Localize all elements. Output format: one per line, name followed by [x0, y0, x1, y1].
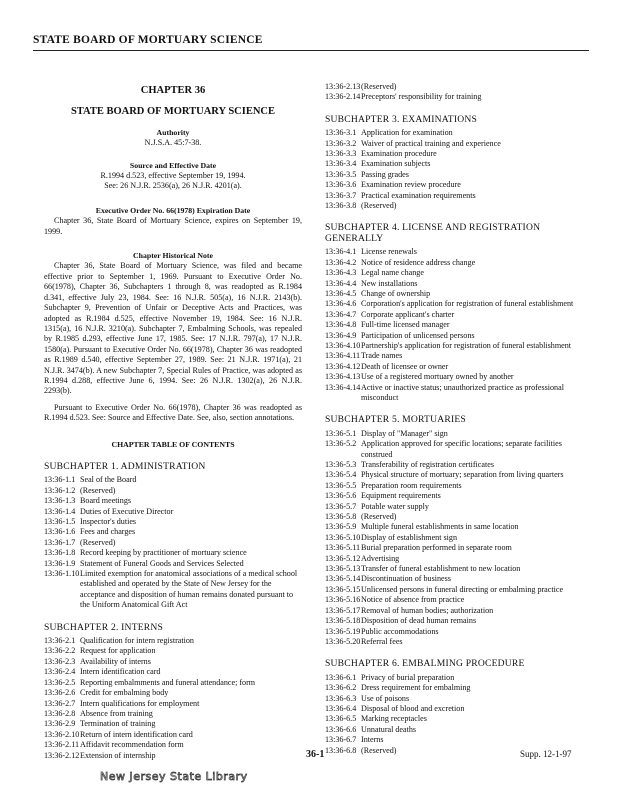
section-title: Duties of Executive Director [80, 506, 174, 516]
section-title: Extension of internship [80, 750, 156, 760]
section-title: Transferability of registration certificates [361, 460, 494, 469]
section-title: Marking receptacles [361, 714, 427, 724]
toc-item [325, 554, 583, 564]
toc-item [325, 159, 583, 169]
section-title: License renewals [361, 247, 417, 257]
section-title: Legal name change [361, 268, 424, 278]
section-title: Privacy of burial preparation [361, 672, 455, 682]
section-number: 13:36-4.11 [325, 351, 360, 361]
toc-item [325, 331, 583, 341]
toc-item [325, 139, 583, 149]
section-number: 13:36-4.13 [325, 372, 361, 382]
toc-item [325, 637, 583, 647]
toc-item [44, 517, 302, 527]
section-number: 13:36-4.3 [325, 268, 357, 278]
section-number: 13:36-2.7 [44, 698, 76, 708]
section-number: 13:36-5.1 [325, 428, 357, 438]
toc-item [325, 481, 583, 491]
section-title: Reporting embalmments and funeral attendance; form [80, 677, 256, 687]
toc-item [325, 574, 583, 584]
section-number: 13:36-2.1 [44, 636, 76, 646]
subchapter-title: SUBCHAPTER 5. MORTUARIES [325, 414, 466, 426]
toc-item [44, 475, 302, 485]
section-number: 13:36-1.2 [44, 485, 76, 495]
section-number: 13:36-1.10 [44, 569, 80, 579]
toc-heading: CHAPTER TABLE OF CONTENTS [111, 439, 235, 449]
section-number: 13:36-4.2 [325, 257, 357, 267]
section-title: Practical examination requirements [361, 190, 476, 200]
toc-item [44, 636, 302, 646]
section-title: Corporate applicant's charter [361, 309, 455, 319]
toc-item [44, 740, 302, 750]
section-title: Statement of Funeral Goods and Services Selected [80, 558, 244, 568]
subchapter-title: SUBCHAPTER 6. EMBALMING PROCEDURE [325, 658, 525, 670]
toc-item [44, 496, 302, 506]
toc-item [44, 507, 302, 517]
source-heading: Source and Effective Date [129, 160, 217, 170]
section-number: 13:36-3.7 [325, 190, 357, 200]
section-number: 13:36-2.10 [44, 729, 80, 739]
section-title: Disposal of blood and excretion [361, 703, 465, 713]
section-title: Transfer of funeral establishment to new location [361, 564, 521, 574]
section-title: Board meetings [80, 496, 132, 506]
subchapter-items [325, 247, 583, 403]
subchapter-1 [44, 462, 302, 611]
section-title: (Reserved) [361, 201, 397, 211]
section-title: Partnership's application for registration of funeral establishment [361, 340, 572, 350]
section-title: Use of a registered mortuary owned by another [361, 372, 514, 382]
section-title: Notice of residence address change [361, 257, 476, 267]
toc-item [325, 502, 583, 512]
header-rule [33, 50, 589, 51]
section-title: Preparation room requirements [361, 480, 462, 490]
subchapter-title: SUBCHAPTER 3. EXAMINATIONS [325, 113, 478, 125]
toc-item [325, 92, 583, 102]
toc-item [325, 460, 583, 470]
section-title: Dress requirement for embalming [361, 683, 471, 693]
section-number: 13:36-2.11 [44, 740, 79, 750]
subchapter-title: SUBCHAPTER 1. ADMINISTRATION [44, 460, 206, 472]
toc-item [325, 362, 583, 372]
running-head: STATE BOARD OF MORTUARY SCIENCE [33, 34, 263, 46]
subchapter-5 [325, 415, 583, 647]
section-title: Display of "Manager" sign [361, 428, 448, 438]
section-title: Passing grades [361, 169, 409, 179]
subchapter-6 [325, 659, 583, 756]
section-title: Preceptors' responsibility for training [361, 92, 482, 102]
board-title: STATE BOARD OF MORTUARY SCIENCE [70, 106, 276, 118]
subchapter-title: SUBCHAPTER 4. LICENSE AND REGISTRATION GENERALLY [325, 222, 541, 244]
toc-item [325, 714, 583, 724]
section-title: (Reserved) [80, 537, 116, 547]
section-number: 13:36-4.7 [325, 309, 357, 319]
section-number: 13:36-5.7 [325, 501, 357, 511]
section-number: 13:36-1.1 [44, 475, 76, 485]
section-title: Limited exemption for anatomical associations of a medical school established and operated by the State of New Jersey for the acceptance and disposition of human remains donated pursuant to the Uniform Anatomical Gift Act [80, 569, 298, 610]
section-number: 13:36-5.3 [325, 460, 357, 469]
section-number: 13:36-5.5 [325, 480, 357, 490]
section-number: 13:36-2.14 [325, 92, 361, 102]
toc-item [325, 128, 583, 138]
toc-item [325, 512, 583, 522]
toc-item [44, 719, 302, 729]
section-number: 13:36-6.6 [325, 724, 357, 734]
toc-item [325, 606, 583, 616]
section-number: 13:36-3.2 [325, 138, 357, 148]
section-title: Death of licensee or owner [361, 361, 449, 371]
section-number: 13:36-5.18 [325, 616, 361, 626]
section-title: Affidavit recommendation form [80, 740, 184, 750]
section-title: (Reserved) [361, 745, 397, 755]
toc-item [325, 320, 583, 330]
subchapter-items [44, 475, 302, 610]
page-number: 36-1 [306, 749, 325, 760]
section-title: Record keeping by practitioner of mortuary science [80, 548, 247, 558]
subchapter-items [325, 128, 583, 211]
section-number: 13:36-5.10 [325, 532, 361, 542]
section-number: 13:36-1.5 [44, 517, 76, 526]
section-number: 13:36-4.4 [325, 278, 357, 288]
section-number: 13:36-4.12 [325, 361, 361, 371]
subchapter-3 [325, 115, 583, 212]
toc-item [325, 201, 583, 211]
toc-item [325, 429, 583, 439]
toc-item [44, 678, 302, 688]
toc-item [325, 683, 583, 693]
section-title: Use of poisons [361, 693, 410, 703]
toc-item [44, 709, 302, 719]
section-title: (Reserved) [80, 485, 116, 495]
section-number: 13:36-5.20 [325, 636, 361, 646]
toc-item [325, 180, 583, 190]
section-title: Intern identification card [80, 667, 161, 677]
section-title: Multiple funeral establishments in same location [361, 522, 519, 532]
section-number: 13:36-6.7 [325, 735, 357, 745]
toc-item [325, 564, 583, 574]
toc-item [44, 667, 302, 677]
section-title: Examination review procedure [361, 180, 461, 190]
toc-item [44, 527, 302, 537]
toc-item [325, 310, 583, 320]
right-column [325, 82, 583, 756]
section-number: 13:36-6.2 [325, 683, 357, 693]
section-title: Display of establishment sign [361, 532, 457, 542]
section-title: Unnatural deaths [361, 724, 417, 734]
section-number: 13:36-5.12 [325, 553, 361, 563]
section-title: Absence from training [80, 708, 153, 718]
section-title: Termination of training [80, 719, 156, 729]
section-number: 13:36-5.4 [325, 470, 357, 480]
toc-item [44, 569, 302, 611]
section-number: 13:36-4.9 [325, 330, 357, 340]
section-number: 13:36-5.8 [325, 512, 357, 522]
section-number: 13:36-5.13 [325, 564, 361, 574]
section-number: 13:36-4.5 [325, 288, 357, 298]
toc-item [44, 657, 302, 667]
subchapter-items [325, 673, 583, 756]
section-number: 13:36-4.8 [325, 320, 357, 330]
executive-order-text: Chapter 36, State Board of Mortuary Science, expires on September 19, 1999. [44, 216, 302, 236]
executive-order-heading: Executive Order No. 66(1978) Expiration Date [95, 205, 251, 215]
section-number: 13:36-5.14 [325, 574, 361, 584]
section-number: 13:36-2.8 [44, 708, 76, 718]
section-title: Credit for embalming body [80, 688, 169, 698]
toc-item [325, 383, 583, 404]
toc-item [325, 341, 583, 351]
section-title: Waiver of practical training and experience [361, 138, 501, 148]
section-title: Application for examination [361, 128, 453, 138]
section-title: Interns [361, 735, 384, 745]
toc-item [325, 543, 583, 553]
toc-item [325, 247, 583, 257]
toc-item [44, 699, 302, 709]
section-number: 13:36-3.1 [325, 128, 357, 138]
historical-note-para-2: Pursuant to Executive Order No. 66(1978), Chapter 36 was readopted as R.1994 d.523. See: Source and Effective Date. See, also, section annotations. [44, 402, 302, 423]
section-title: Change of ownership [361, 288, 431, 298]
section-title: Request for application [80, 646, 156, 656]
toc-item [325, 268, 583, 278]
section-title: Corporation's application for registration of funeral establishment [361, 299, 574, 309]
section-title: Availability of interns [80, 656, 151, 666]
subchapter-items [325, 429, 583, 648]
library-stamp: New Jersey State Library [100, 770, 248, 783]
section-number: 13:36-1.3 [44, 496, 76, 506]
section-number: 13:36-2.13 [325, 82, 361, 91]
section-number: 13:36-6.4 [325, 703, 357, 713]
toc-item [44, 688, 302, 698]
toc-item [325, 372, 583, 382]
section-title: Referral fees [361, 636, 403, 646]
section-number: 13:36-2.4 [44, 667, 76, 677]
section-number: 13:36-5.15 [325, 584, 361, 594]
section-title: Qualification for intern registration [80, 636, 194, 646]
toc-item [44, 548, 302, 558]
toc-item [44, 538, 302, 548]
toc-item [325, 258, 583, 268]
section-number: 13:36-1.4 [44, 506, 76, 516]
section-number: 13:36-4.10 [325, 340, 361, 350]
section-number: 13:36-6.8 [325, 745, 357, 755]
subchapter-title: SUBCHAPTER 2. INTERNS [44, 621, 164, 633]
toc-item [325, 170, 583, 180]
toc-item [44, 646, 302, 656]
section-title: Return of intern identification card [80, 729, 193, 739]
section-number: 13:36-2.3 [44, 656, 76, 666]
section-number: 13:36-5.6 [325, 491, 357, 501]
section-number: 13:36-5.19 [325, 626, 361, 636]
section-title: Seal of the Board [80, 475, 137, 485]
section-number: 13:36-5.2 [325, 439, 357, 449]
subchapter-items [44, 636, 302, 761]
authority-text: N.J.S.A. 45:7-38. [144, 138, 202, 148]
section-title: Fees and charges [80, 527, 136, 537]
toc-item [325, 299, 583, 309]
section-number: 13:36-1.9 [44, 558, 76, 568]
toc-item [44, 486, 302, 496]
section-title: New installations [361, 278, 418, 288]
historical-note-para-1: Chapter 36, State Board of Mortuary Science, was filed and became effective prior to September 1, 1969. Pursuant to Executive Order No. 66(1978), Chapter 36, Subchapters 1 through 8, was readopted as R.1984 d.341, effective July 23, 1984. See: 16 N.J.R. 505(a), 16 N.J.R. 2143(b). Subchapter 9, Prevention of Unfair or Deceptive Acts and Practices, was adopted as R.1984 d.525, effective November 19, 1984. See: 16 N.J.R. 1315(a), 16 N.J.R. 3210(a). Subchapter 7, Embalming Schools, was repealed by R.1985 d.293, effective June 17, 1985. See: 17 N.J.R. 797(a), 17 N.J.R. 1580(a). Pursuant to Executive Order No. 66(1978), Chapter 36 was readopted as R.1989 d.540, effective September 27, 1989. See: 21 N.J.R. 1971(a), 21 N.J.R. 3474(b). A new Subchapter 7, Special Rules of Practice, was adopted as R.1994 d.288, effective June 6, 1994. See: 26 N.J.R. 1302(a), 26 N.J.R. 2293(b). [44, 261, 302, 396]
toc-item [325, 533, 583, 543]
toc-item [325, 704, 583, 714]
section-number: 13:36-2.5 [44, 677, 76, 687]
section-number: 13:36-5.9 [325, 522, 357, 532]
section-title: Full-time licensed manager [361, 320, 450, 330]
toc-item [325, 673, 583, 683]
toc-item [325, 470, 583, 480]
toc-item [44, 730, 302, 740]
toc-item [325, 627, 583, 637]
section-title: Disposition of dead human remains [361, 616, 477, 626]
section-title: (Reserved) [361, 82, 397, 91]
toc-item [44, 751, 302, 761]
section-number: 13:36-4.14 [325, 382, 361, 392]
toc-item [325, 439, 583, 460]
section-number: 13:36-2.6 [44, 688, 76, 698]
section-title: Advertising [361, 553, 400, 563]
section-number: 13:36-5.17 [325, 605, 361, 615]
section-number: 13:36-3.3 [325, 149, 357, 159]
section-title: Unlicensed persons in funeral directing or embalming practice [361, 584, 564, 594]
section-number: 13:36-3.5 [325, 169, 357, 179]
toc-item [325, 522, 583, 532]
supplement-date: Supp. 12-1-97 [520, 749, 572, 759]
section-title: Examination procedure [361, 149, 437, 159]
section-title: Active or inactive status; unauthorized practice as professional misconduct [361, 382, 564, 402]
toc-item [325, 149, 583, 159]
section-number: 13:36-2.12 [44, 750, 80, 760]
section-number: 13:36-1.8 [44, 548, 76, 558]
section-number: 13:36-3.6 [325, 180, 357, 190]
section-title: Notice of absence from practice [361, 595, 465, 605]
section-title: (Reserved) [361, 512, 397, 522]
toc-item [325, 616, 583, 626]
section-number: 13:36-6.3 [325, 693, 357, 703]
section-number: 13:36-4.6 [325, 299, 357, 309]
section-number: 13:36-2.9 [44, 719, 76, 729]
chapter-title: CHAPTER 36 [140, 85, 206, 96]
section-number: 13:36-6.1 [325, 672, 357, 682]
historical-note-heading: Chapter Historical Note [133, 251, 213, 261]
toc-item [325, 191, 583, 201]
subchapter-4 [325, 223, 583, 403]
source-line-1: R.1994 d.523, effective September 19, 1994. [100, 171, 246, 181]
toc-item [325, 735, 583, 745]
toc-item [325, 289, 583, 299]
section-title: Application approved for specific locations; separate facilities construed [361, 439, 562, 459]
section-title: Equipment requirements [361, 491, 441, 501]
section-number: 13:36-3.8 [325, 201, 357, 211]
section-number: 13:36-5.16 [325, 595, 361, 605]
section-title: Examination subjects [361, 159, 431, 169]
section-title: Burial preparation performed in separate room [361, 543, 512, 553]
left-column [44, 86, 302, 761]
section-title: Discontinuation of business [361, 574, 451, 584]
section-title: Inspector's duties [80, 517, 137, 526]
section-title: Physical structure of mortuary; separation from living quarters [361, 470, 564, 480]
section-number: 13:36-3.4 [325, 159, 357, 169]
section-number: 13:36-4.1 [325, 247, 357, 257]
section-title: Trade names [361, 351, 403, 361]
subchapter-2 [44, 623, 302, 761]
toc-item [44, 559, 302, 569]
toc-item [325, 725, 583, 735]
section-number: 13:36-1.7 [44, 537, 76, 547]
authority-heading: Authority [156, 127, 190, 137]
section-title: Removal of human bodies; authorization [361, 605, 494, 615]
section-title: Potable water supply [361, 501, 429, 511]
toc-item [325, 491, 583, 501]
toc-item [325, 351, 583, 361]
source-line-2: See: 26 N.J.R. 2536(a), 26 N.J.R. 4201(a). [104, 181, 242, 191]
toc-item [325, 279, 583, 289]
toc-item [325, 694, 583, 704]
section-title: Intern qualifications for employment [80, 698, 200, 708]
subchapter-items [325, 82, 583, 103]
section-title: Participation of unlicensed persons [361, 330, 475, 340]
section-number: 13:36-5.11 [325, 543, 360, 553]
section-number: 13:36-6.5 [325, 714, 357, 724]
section-number: 13:36-1.6 [44, 527, 76, 537]
section-number: 13:36-2.2 [44, 646, 76, 656]
toc-item [325, 595, 583, 605]
toc-item [325, 585, 583, 595]
toc-item [325, 82, 583, 92]
section-title: Public accommodations [361, 626, 439, 636]
